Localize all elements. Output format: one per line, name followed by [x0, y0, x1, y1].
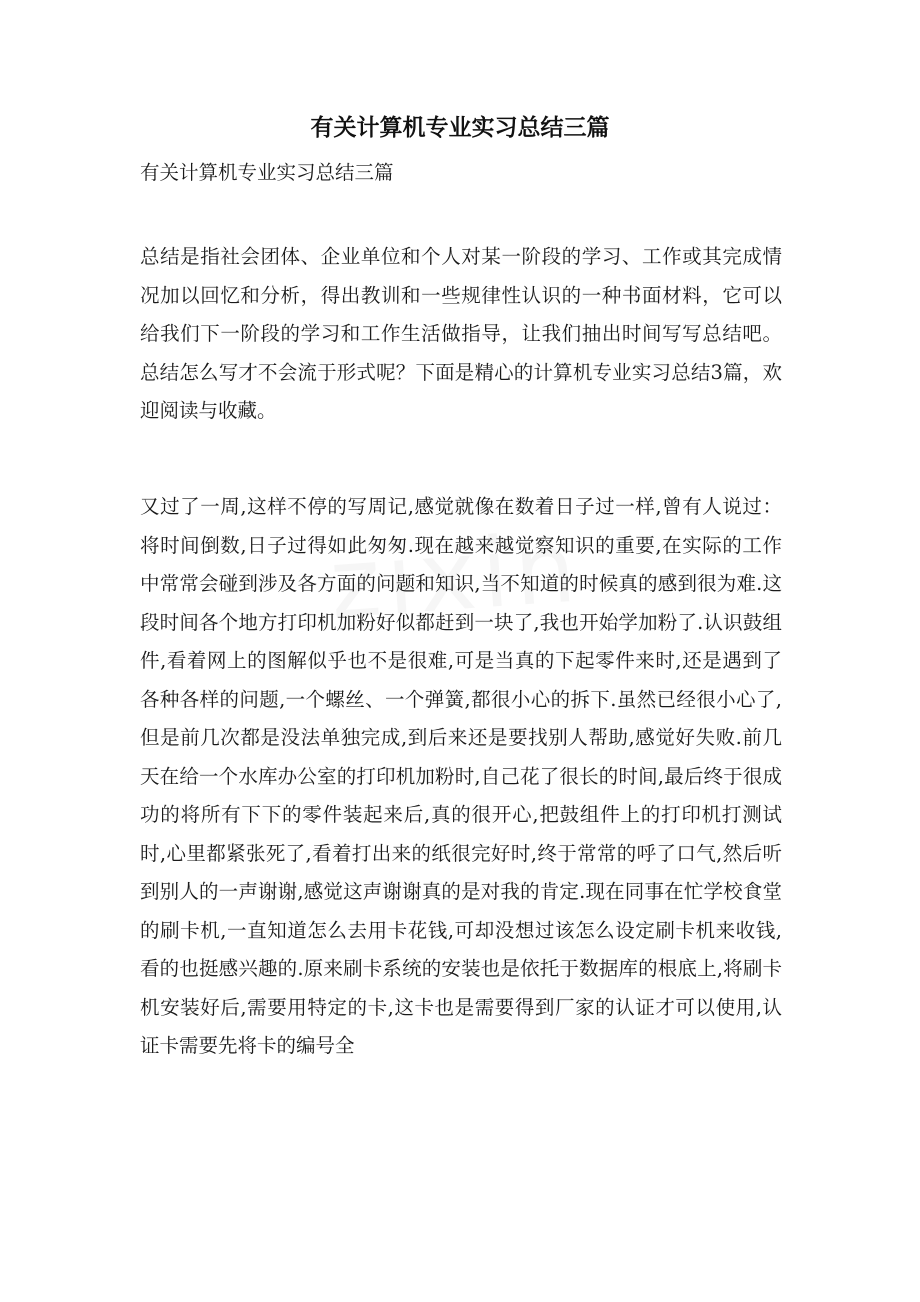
document-subtitle: 有关计算机专业实习总结三篇: [140, 161, 394, 184]
paragraph-body: 又过了一周,这样不停的写周记,感觉就像在数着日子过一样,曾有人说过：将时间倒数,日子过得如此匆匆.现在越来越觉察知识的重要,在实际的工作中常常会碰到涉及各方面的问题和知识,当不知道的时候真的感到很为难.这段时间各个地方打印机加粉好似都赶到一块了,我也开始学加粉了.认识鼓组件,看着网上的图解似乎也不是很难,可是当真的下起零件来时,还是遇到了各种各样的问题,一个螺丝、一个弹簧,都很小心的拆下.虽然已经很小心了,但是前几次都是没法单独完成,到后来还是要找别人帮助,感觉好失败.前几天在给一个水库办公室的打印机加粉时,自己花了很长的时间,最后终于很成功的将所有下下的零件装起来后,真的很开心,把鼓组件上的打印机打测试时,心里都紧张死了,看着打出来的纸很完好时,终于常常的呼了口气,然后听到别人的一声谢谢,感觉这声谢谢真的是对我的肯定.现在同事在忙学校食堂的刷卡机,一直知道怎么去用卡花钱,可却没想过该怎么设定刷卡机来收钱,看的也挺感兴趣的.原来刷卡系统的安装也是依托于数据库的根底上,将刷卡机安装好后,需要用特定的卡,这卡也是需要得到厂家的认证才可以使用,认证卡需要先将卡的编号全: [140, 495, 782, 1057]
paragraph-intro: 总结是指社会团体、企业单位和个人对某一阶段的学习、工作或其完成情况加以回忆和分析，得出教训和一些规律性认识的一种书面材料，它可以给我们下一阶段的学习和工作生活做指导，让我们抽出时间写写总结吧。总结怎么写才不会流于形式呢？下面是精心的计算机专业实习总结3篇，欢迎阅读与收藏。: [140, 245, 782, 422]
document-title: 有关计算机专业实习总结三篇: [310, 115, 610, 141]
